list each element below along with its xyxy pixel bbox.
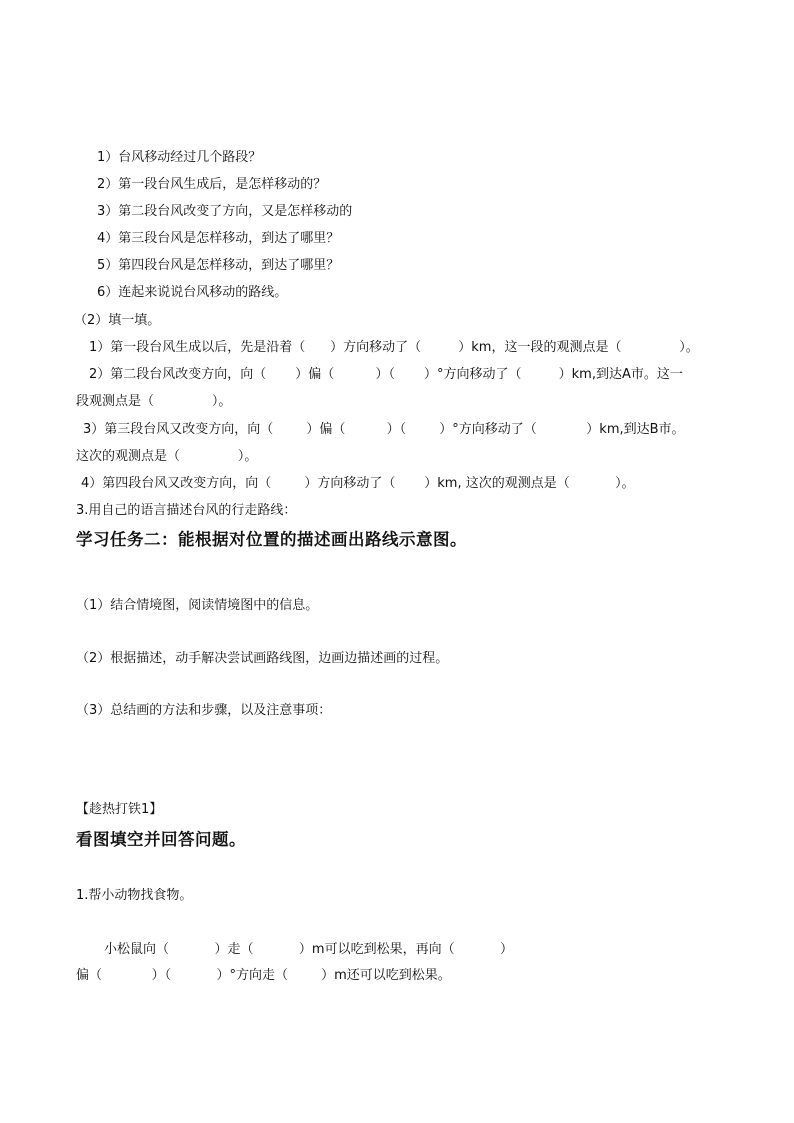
question-4: 4）第三段台风是怎样移动，到达了哪里？	[97, 231, 340, 246]
fill-line-1: 1）第一段台风生成以后，先是沿着（ ）方向移动了（ ）km，这一段的观测点是（ ）。	[89, 340, 699, 355]
fill-line-3-cont: 这次的观测点是（ ）。	[76, 449, 258, 464]
task2-heading: 学习任务二：能根据对位置的描述画出路线示意图。	[76, 530, 467, 549]
squirrel-line-1: 小松鼠向（ ）走（ ）m可以吃到松果，再向（ ）	[104, 942, 514, 957]
question-6: 6）连起来说说台风移动的路线。	[97, 285, 288, 300]
practice-label: 【趁热打铁1】	[76, 802, 163, 817]
question-5: 5）第四段台风是怎样移动，到达了哪里？	[97, 258, 340, 273]
task2-item-2: （2）根据描述，动手解决尝试画路线图，边画边描述画的过程。	[76, 651, 449, 666]
practice-item-1: 1.帮小动物找食物。	[76, 888, 193, 903]
question-2: 2）第一段台风生成后，是怎样移动的？	[97, 177, 327, 192]
task2-item-1: （1）结合情境图，阅读情境图中的信息。	[76, 598, 319, 613]
squirrel-line-2: 偏（ ）（ ）°方向走（ ）m还可以吃到松果。	[76, 968, 451, 983]
question-1: 1）台风移动经过几个路段？	[97, 150, 262, 165]
fill-line-2-cont: 段观测点是（ ）。	[76, 394, 232, 409]
fill-line-4: 4）第四段台风又改变方向，向（ ）方向移动了（ ）km, 这次的观测点是（ ）。	[81, 476, 635, 491]
question-3: 3）第二段台风改变了方向，又是怎样移动的	[97, 204, 353, 219]
practice-heading: 看图填空并回答问题。	[76, 830, 246, 849]
fill-line-2: 2）第二段台风改变方向，向（ ）偏（ ）（ ）°方向移动了（ ）km,到达A市。这一	[89, 367, 683, 382]
item-3-describe-route: 3.用自己的语言描述台风的行走路线：	[76, 503, 297, 518]
task2-item-3: （3）总结画的方法和步骤，以及注意事项：	[76, 703, 332, 718]
fill-section-title: （2）填一填。	[74, 313, 161, 328]
fill-line-3: 3）第三段台风又改变方向，向（ ）偏（ ）（ ）°方向移动了（ ）km,到达B市。	[83, 422, 685, 437]
